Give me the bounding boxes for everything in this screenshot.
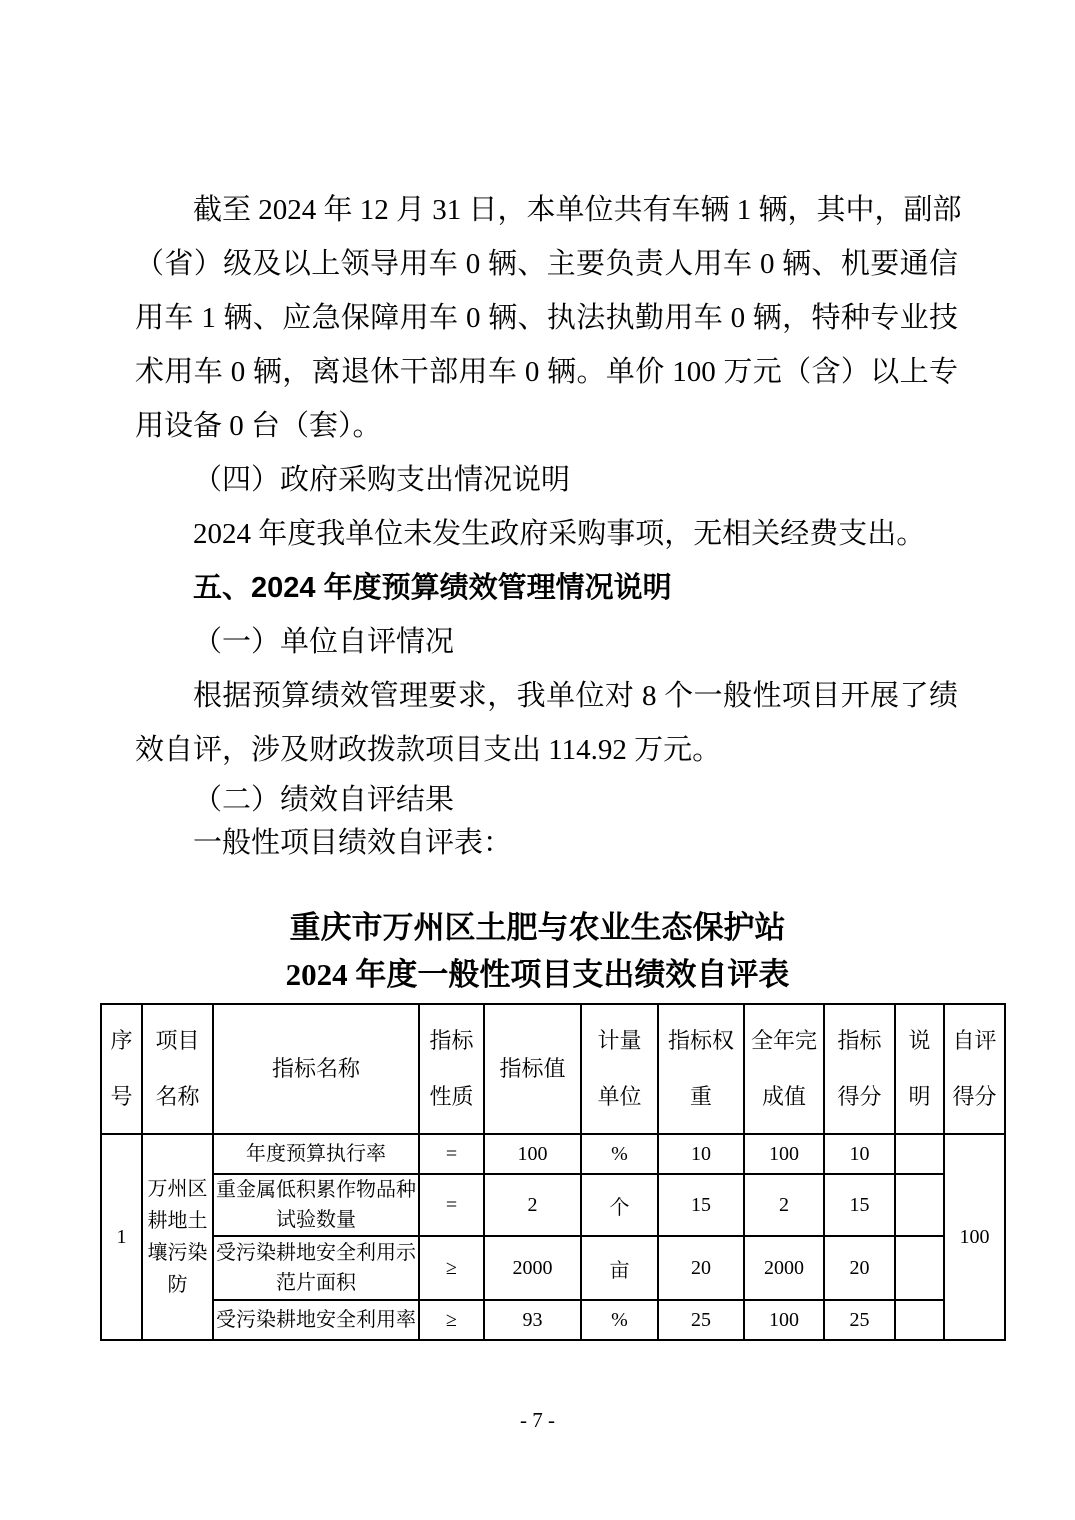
self-score-cell: 100 [944,1134,1005,1340]
note-cell [895,1174,944,1236]
performance-self-evaluation-table [100,1003,1006,1341]
unit-cell: % [581,1134,658,1174]
col-header-note: 说 明 [895,1004,944,1134]
col-header-completion: 全年完 成值 [744,1004,824,1134]
indicator-cell: 年度预算执行率 [213,1134,419,1174]
col-header-indicator: 指标名称 [213,1004,419,1134]
col-header-unit: 计量 单位 [581,1004,658,1134]
paragraph-vehicles-line: 用设备 0 台（套）。 [135,410,382,442]
table-row [101,1300,1005,1340]
subheading-1: （一）单位自评情况 [193,626,455,658]
project-name-cell: 万州区耕地土壤污染防 [142,1134,213,1340]
value-cell: 93 [484,1300,581,1340]
nature-cell: = [419,1174,484,1236]
col-header-project: 项目 名称 [142,1004,213,1134]
heading-section-5: 五、2024 年度预算绩效管理情况说明 [193,572,672,604]
unit-cell: 个 [581,1174,658,1236]
completion-cell: 2 [744,1174,824,1236]
nature-cell: ≥ [419,1300,484,1340]
score-cell: 25 [824,1300,895,1340]
note-cell [895,1236,944,1300]
col-header-weight: 指标权 重 [658,1004,744,1134]
page-number: - 7 - [520,1408,555,1432]
value-cell: 2000 [484,1236,581,1300]
table-title [0,904,1075,998]
note-cell [895,1300,944,1340]
score-cell: 20 [824,1236,895,1300]
body-text [135,183,962,863]
indicator-cell: 受污染耕地安全利用率 [213,1300,419,1340]
nature-cell: ≥ [419,1236,484,1300]
unit-cell: 亩 [581,1236,658,1300]
paragraph-procurement: 2024 年度我单位未发生政府采购事项，无相关经费支出。 [193,518,926,550]
paragraph-vehicles-line: 截至 2024 年 12 月 31 日，本单位共有车辆 1 辆，其中，副部 [193,194,962,226]
score-cell: 15 [824,1174,895,1236]
paragraph-selfeval-line: 效自评，涉及财政拨款项目支出 114.92 万元。 [135,734,722,766]
note-cell [895,1134,944,1174]
table-row [101,1236,1005,1300]
weight-cell: 20 [658,1236,744,1300]
col-header-self-score: 自评 得分 [944,1004,1005,1134]
col-header-nature: 指标 性质 [419,1004,484,1134]
table-row [101,1134,1005,1174]
table-title-line1: 重庆市万州区土肥与农业生态保护站 [289,910,786,945]
table-header-row [101,1004,1005,1134]
seq-cell: 1 [101,1134,142,1340]
score-cell: 10 [824,1134,895,1174]
subheading-2: （二）绩效自评结果 [193,784,455,816]
completion-cell: 100 [744,1134,824,1174]
completion-cell: 100 [744,1300,824,1340]
value-cell: 100 [484,1134,581,1174]
paragraph-vehicles-line: （省）级及以上领导用车 0 辆、主要负责人用车 0 辆、机要通信 [135,248,958,280]
weight-cell: 10 [658,1134,744,1174]
nature-cell: = [419,1134,484,1174]
weight-cell: 25 [658,1300,744,1340]
completion-cell: 2000 [744,1236,824,1300]
unit-cell: % [581,1300,658,1340]
table-row [101,1174,1005,1236]
value-cell: 2 [484,1174,581,1236]
subheading-4: （四）政府采购支出情况说明 [193,464,571,496]
paragraph-vehicles-line: 用车 1 辆、应急保障用车 0 辆、执法执勤用车 0 辆，特种专业技 [135,302,958,334]
weight-cell: 15 [658,1174,744,1236]
paragraph-table-intro: 一般性项目绩效自评表： [193,827,513,859]
paragraph-selfeval-line: 根据预算绩效管理要求，我单位对 8 个一般性项目开展了绩 [193,680,958,712]
table-title-line2: 2024 年度一般性项目支出绩效自评表 [285,957,790,992]
paragraph-vehicles-line: 术用车 0 辆，离退休干部用车 0 辆。单价 100 万元（含）以上专 [135,356,958,388]
col-header-seq: 序 号 [101,1004,142,1134]
col-header-score: 指标 得分 [824,1004,895,1134]
indicator-cell: 重金属低积累作物品种 试验数量 [213,1174,419,1236]
col-header-value: 指标值 [484,1004,581,1134]
indicator-cell: 受污染耕地安全利用示 范片面积 [213,1236,419,1300]
